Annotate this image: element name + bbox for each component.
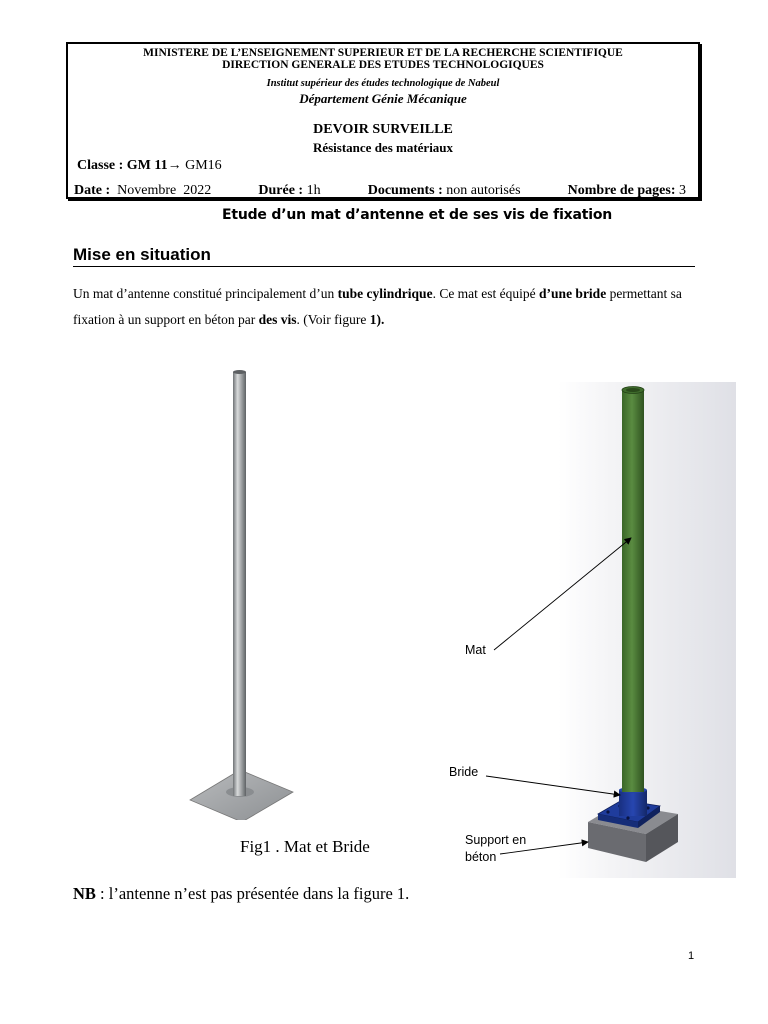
- documents-value: non autorisés: [446, 183, 521, 198]
- date-label: Date :: [74, 183, 111, 198]
- pages-value: 3: [678, 183, 686, 198]
- subject-name: Résistance des matériaux: [312, 140, 454, 155]
- exam-type: DEVOIR SURVEILLE: [313, 122, 453, 137]
- intro-bold-bride: d’une bride: [539, 286, 607, 301]
- date-value: Novembre 2022: [117, 183, 212, 198]
- intro-text-4: . (Voir figure: [296, 312, 370, 327]
- documents-label: Documents :: [367, 183, 443, 198]
- section-title: Mise en situation: [73, 245, 695, 267]
- arrow-icon: →: [167, 158, 182, 173]
- ministry-line-1: MINISTERE DE L’ENSEIGNEMENT SUPERIEUR ET DE LA RECHERCHE SCIENTIFIQUE: [143, 47, 623, 59]
- callout-arrows: [440, 520, 640, 880]
- label-bride: Bride: [449, 765, 479, 779]
- label-mat: Mat: [465, 643, 486, 657]
- institute-name: Institut supérieur des études technologique de Nabeul: [266, 78, 500, 89]
- ministry-heading: [68, 47, 698, 71]
- pages-label: Nombre de pages:: [567, 183, 676, 198]
- department-name: Département Génie Mécanique: [299, 91, 467, 106]
- document-title: Etude d’un mat d’antenne et de ses vis de fixation: [221, 207, 613, 223]
- figure-caption: Fig1 . Mat et Bride: [240, 837, 370, 856]
- documents-field: [368, 183, 521, 199]
- mast-photo: [180, 360, 300, 820]
- exam-meta-line: [74, 183, 686, 199]
- intro-text-2: . Ce mat est équipé: [432, 286, 540, 301]
- label-support: [465, 832, 526, 866]
- classe-from: GM 11: [126, 158, 168, 173]
- nb-text: : l’antenne n’est pas présentée dans la figure 1.: [95, 884, 410, 903]
- classe-to: GM16: [185, 158, 222, 173]
- label-support-line-2: béton: [465, 850, 497, 864]
- nb-label: NB: [73, 884, 96, 903]
- classe-label: Classe :: [77, 158, 124, 173]
- intro-text-3: permettant sa fixation à un support en béton par: [73, 286, 682, 327]
- duration-label: Durée :: [258, 183, 304, 198]
- classe-line: [77, 158, 222, 174]
- date-field: [74, 183, 211, 199]
- duration-field: [258, 183, 320, 199]
- intro-bold-vis: des vis: [258, 312, 297, 327]
- intro-bold-fig: 1).: [369, 312, 385, 327]
- pages-field: [568, 183, 686, 199]
- intro-bold-tube: tube cylindrique: [337, 286, 433, 301]
- ministry-line-2: DIRECTION GENERALE DES ETUDES TECHNOLOGIQUES: [222, 59, 544, 71]
- nb-note: [73, 884, 409, 904]
- duration-value: 1h: [306, 183, 321, 198]
- intro-paragraph: [73, 281, 713, 333]
- page-number: 1: [688, 950, 695, 962]
- exam-header: [66, 42, 700, 199]
- label-support-line-1: Support en: [465, 833, 527, 847]
- intro-text-1: Un mat d’antenne constitué principalement d’un: [73, 286, 338, 301]
